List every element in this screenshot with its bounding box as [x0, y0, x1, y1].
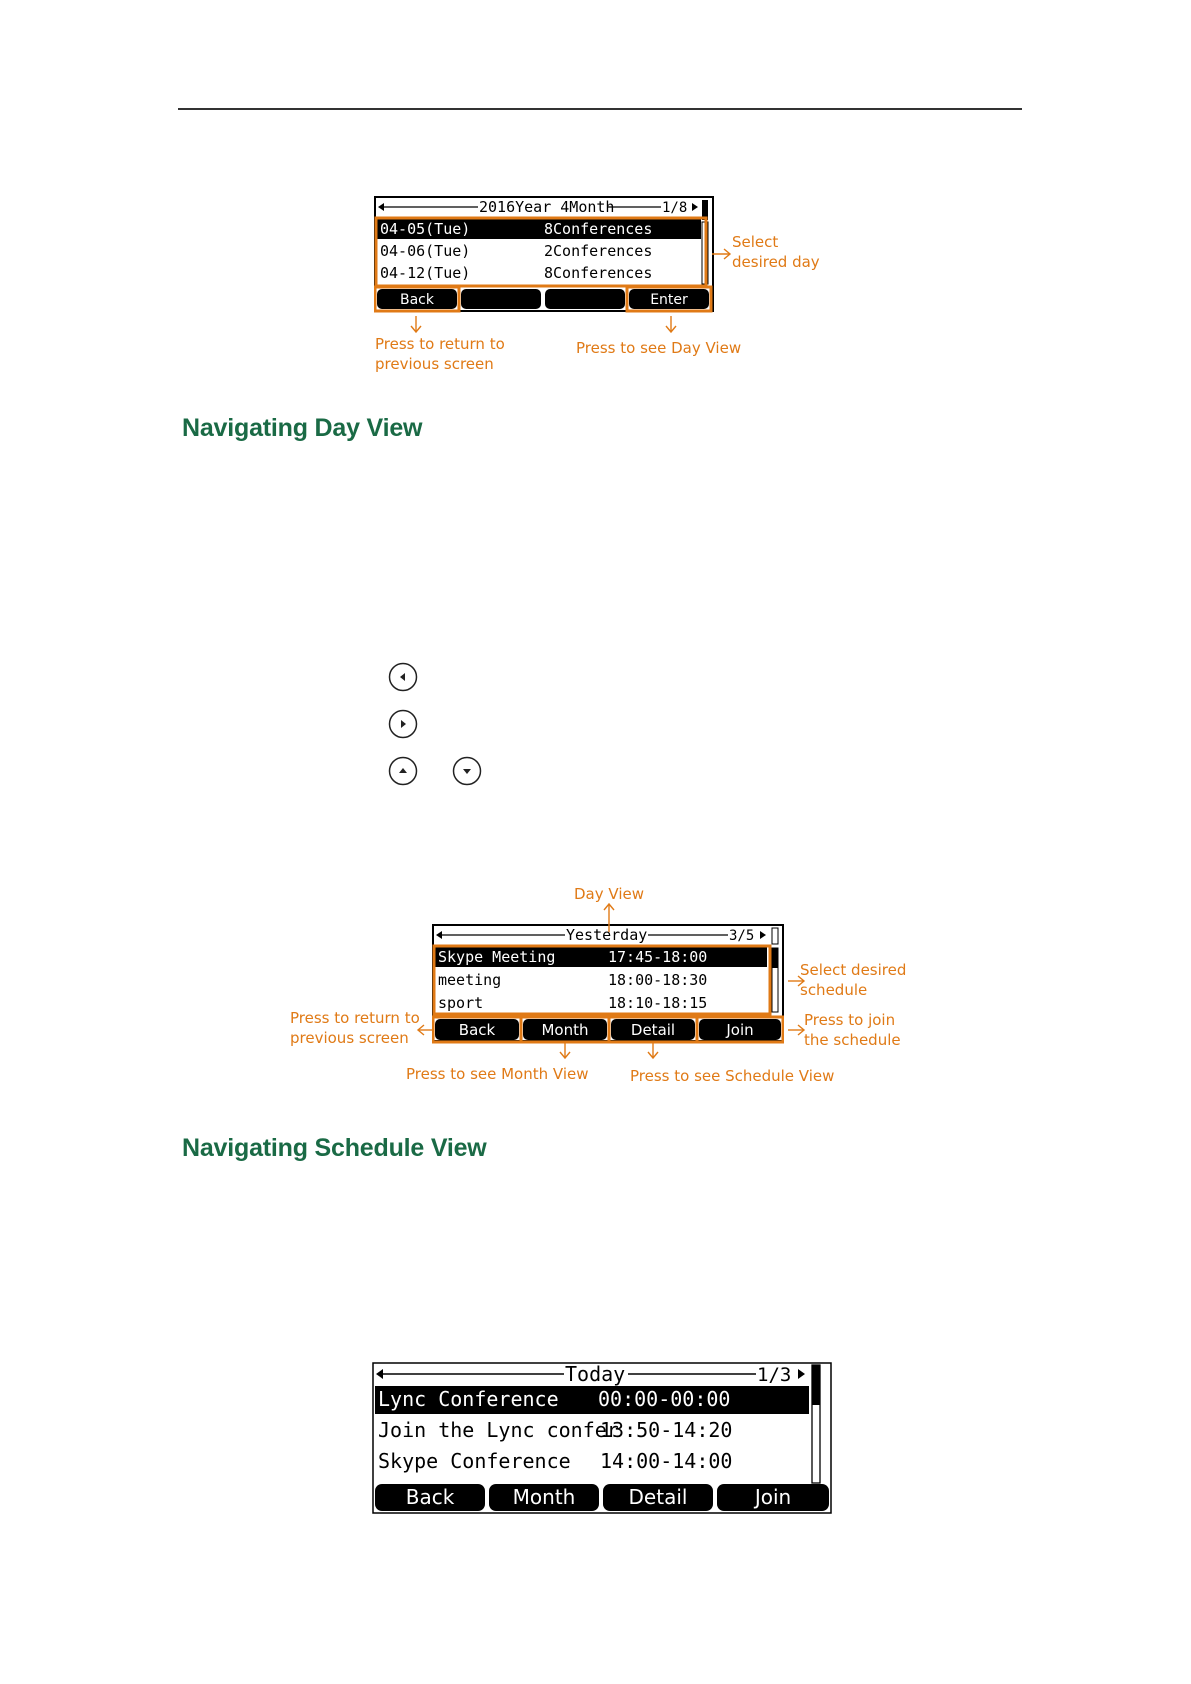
row-time: 13:50-14:20 — [600, 1418, 733, 1442]
softkey-month-label: Month — [541, 1021, 589, 1039]
down-arrow-key-icon — [452, 756, 482, 786]
softkey-detail-label: Detail — [630, 1021, 676, 1039]
softkey-back-label: Back — [405, 1485, 455, 1509]
callout-return: Press to return to previous screen — [290, 1009, 420, 1047]
row-time: 18:00-18:30 — [608, 971, 708, 989]
row-name: sport — [438, 994, 484, 1012]
row-count: 8Conferences — [544, 220, 653, 238]
day-view-arrows — [410, 902, 810, 1062]
softkey-join-label: Join — [726, 1021, 754, 1039]
row-date: 04-12(Tue) — [380, 264, 471, 282]
row-date: 04-06(Tue) — [380, 242, 471, 260]
row-time: 18:10-18:15 — [608, 994, 708, 1012]
row-name: Skype Meeting — [438, 948, 556, 966]
callout-month-view: Press to see Month View — [406, 1065, 589, 1083]
softkey-enter-label: Enter — [650, 292, 688, 308]
left-arrow-key-icon — [388, 662, 418, 692]
month-view-title: 2016Year 4Month — [479, 198, 615, 216]
row-name: Lync Conference — [378, 1387, 559, 1411]
callout-select-day: Select desired day — [732, 233, 820, 271]
softkey-back-label: Back — [458, 1021, 496, 1039]
header-rule — [178, 108, 1022, 110]
softkey-back-label: Back — [400, 292, 434, 308]
row-time: 17:45-18:00 — [608, 948, 708, 966]
day-view-page: 3/5 — [729, 928, 755, 944]
callout-return: Press to return to previous screen — [375, 335, 505, 373]
row-name: Skype Conference — [378, 1449, 571, 1473]
section-heading: Navigating Day View — [182, 414, 423, 442]
callout-day-view-title: Day View — [574, 885, 644, 903]
right-arrow-key-icon — [388, 709, 418, 739]
up-arrow-key-icon — [388, 756, 418, 786]
callout-join: Press to join the schedule — [804, 1011, 901, 1049]
softkey-detail-label: Detail — [628, 1485, 688, 1509]
row-time: 14:00-14:00 — [600, 1449, 733, 1473]
callout-schedule-view: Press to see Schedule View — [630, 1067, 835, 1085]
callout-select-schedule: Select desired schedule — [800, 961, 907, 999]
row-count: 8Conferences — [544, 264, 653, 282]
callout-day-view: Press to see Day View — [576, 339, 742, 357]
row-name: Join the Lync confer — [378, 1418, 619, 1442]
schedule-view-title: Today — [565, 1362, 626, 1386]
month-view-page: 1/8 — [662, 200, 688, 216]
softkey-month-label: Month — [512, 1485, 576, 1509]
row-count: 2Conferences — [544, 242, 653, 260]
softkey-join-label: Join — [754, 1485, 792, 1509]
day-view-title: Yesterday — [566, 926, 648, 944]
row-time: 00:00-00:00 — [598, 1387, 731, 1411]
schedule-view-screen — [372, 1362, 832, 1514]
row-date: 04-05(Tue) — [380, 220, 471, 238]
row-name: meeting — [438, 971, 502, 989]
schedule-view-page: 1/3 — [757, 1364, 792, 1386]
month-view-arrows — [370, 236, 740, 336]
section-heading: Navigating Schedule View — [182, 1134, 487, 1162]
